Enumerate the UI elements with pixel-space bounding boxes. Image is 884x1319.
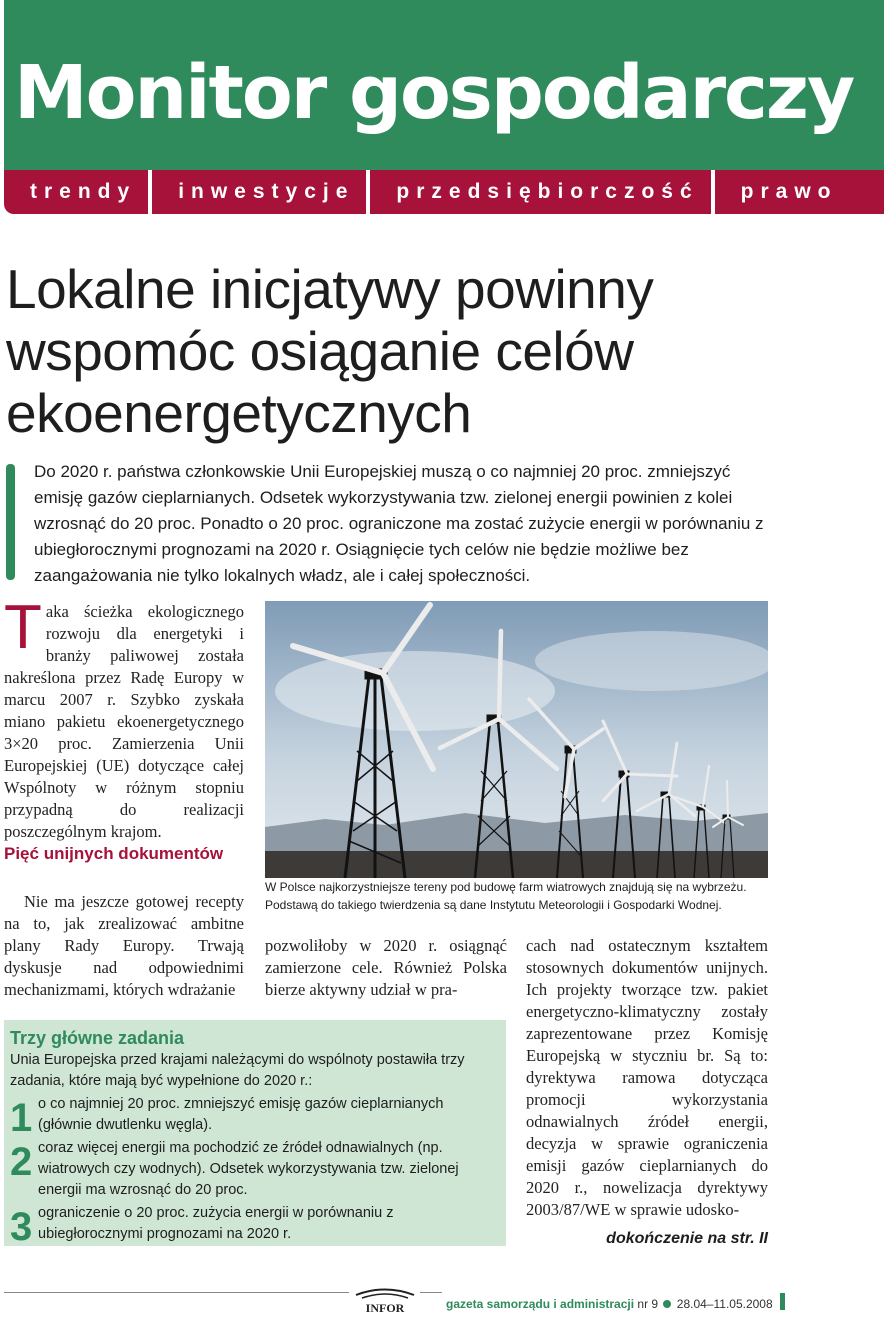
drop-cap: T bbox=[4, 593, 42, 662]
section-tab-prawo[interactable]: prawo bbox=[740, 180, 838, 203]
task-text: o co najmniej 20 proc. zmniejszyć emisję gazów cieplarnianych (głównie dwutlenku węgla). bbox=[38, 1096, 444, 1133]
footer-dot-icon bbox=[663, 1300, 671, 1308]
task-text: coraz więcej energii ma pochodzić ze źródeł odnawialnych (np. wiatrowych czy wodnych). Odsetek wykorzystywania tzw. zielonej energii ma wzrosnąć do 20 proc. bbox=[38, 1140, 459, 1198]
task-item bbox=[10, 1094, 498, 1140]
box-title: Trzy główne zadania bbox=[10, 1028, 185, 1048]
issue-dates: 28.04–11.05.2008 bbox=[676, 1297, 773, 1311]
article-headline: Lokalne inicjatywy powinny wspomóc osiąganie celów ekoenergetycznych bbox=[6, 258, 654, 444]
task-text: ograniczenie o 20 proc. zużycia energii w porównaniu z ubiegłorocznymi prognozami na 2020 r. bbox=[38, 1205, 394, 1242]
logo-text: INFOR bbox=[365, 1301, 405, 1314]
lead-accent-bar bbox=[6, 464, 15, 580]
infor-logo bbox=[352, 1286, 418, 1314]
continuation-link[interactable]: dokończenie na str. II bbox=[606, 1230, 768, 1247]
section-tab-trendy[interactable]: trendy bbox=[4, 170, 152, 214]
body-paragraph-1 bbox=[4, 593, 244, 843]
task-item bbox=[10, 1138, 498, 1201]
article-lead: Do 2020 r. państwa członkowskie Unii Europejskiej muszą o co najmniej 20 proc. zmniejszyć emisję gazów cieplarnianych. Odsetek wykorzystywania tzw. zielonej energii powinien z kolei wzrosnąć do 20 proc. Ponadto o 20 proc. ograniczone ma zostać zużycie energii w porównaniu z ubiegłorocznymi prognozami na 2020 r. Osiągnięcie tych celów nie będzie możliwe bez zaangażowania nie tylko lokalnych władz, ale i całej społeczności. bbox=[34, 462, 764, 585]
body-paragraph-4: cach nad ostatecznym kształtem stosownych dokumentów unijnych. Ich projekty tworzące tzw. pakiet energetyczno-klimatyczny zostały zaprezentowane przez Komisję Europejską w styczniu br. Są to: dyrektywa ramowa dotycząca promocji wykorzystania odnawialnych źródeł energii, decyzja w sprawie ograniczenia emisji gazów cieplarnianych do 2020 r., nowelizacja dyrektywy 2003/87/WE w sprawie udosko- bbox=[526, 936, 768, 1219]
wind-farm-photo bbox=[265, 601, 768, 878]
body-paragraph-2: Nie ma jeszcze gotowej recepty na to, jak zrealizować ambitne plany Rady Europy. Trwają dyskusje nad odpowiednimi mechanizmami, których wdrażanie bbox=[4, 892, 244, 999]
section-subheading: Pięć unijnych dokumentów bbox=[4, 844, 224, 863]
section-tab-przedsiebiorczosc[interactable]: przedsiębiorczość bbox=[370, 170, 714, 214]
footer-publication bbox=[446, 1297, 773, 1311]
section-nav bbox=[4, 170, 884, 214]
body-paragraph-3: pozwoliłoby w 2020 r. osiągnąć zamierzone cele. Również Polska bierze aktywny udział w pra- bbox=[265, 936, 507, 999]
task-number: 1 bbox=[10, 1096, 33, 1140]
footer-rule bbox=[4, 1292, 349, 1293]
section-tab-inwestycje[interactable]: inwestycje bbox=[152, 170, 370, 214]
issue-number: nr 9 bbox=[637, 1297, 659, 1311]
publication-name: gazeta samorządu i administracji bbox=[446, 1297, 635, 1311]
task-item bbox=[10, 1203, 498, 1249]
footer-rule bbox=[420, 1292, 442, 1293]
footer-mark bbox=[780, 1293, 785, 1310]
masthead-title: Monitor gospodarczy bbox=[14, 50, 854, 136]
task-number: 3 bbox=[10, 1205, 33, 1249]
key-tasks-box bbox=[4, 1020, 506, 1249]
task-number: 2 bbox=[10, 1140, 33, 1184]
photo-caption: W Polsce najkorzystniejsze tereny pod budowę farm wiatrowych znajdują się na wybrzeżu. Podstawą do takiego twierdzenia są dane Instytutu Meteorologii i Gospodarki Wodnej. bbox=[265, 880, 747, 912]
body-paragraph-1-text: aka ścieżka ekologicznego rozwoju dla energetyki i branży paliwowej została nakreślona przez Radę Europy w marcu 2007 r. Szybko zyskała miano pakietu ekoenergetycznego 3×20 proc. Zamierzenia Unii Europejskiej (UE) dotyczące całej Wspólnoty w różnym stopniu przypadną do realizacji poszczególnym krajom. bbox=[4, 602, 244, 841]
box-intro: Unia Europejska przed krajami należącymi do wspólnoty postawiła trzy zadania, które mają być wypełnione do 2020 r.: bbox=[10, 1052, 465, 1089]
